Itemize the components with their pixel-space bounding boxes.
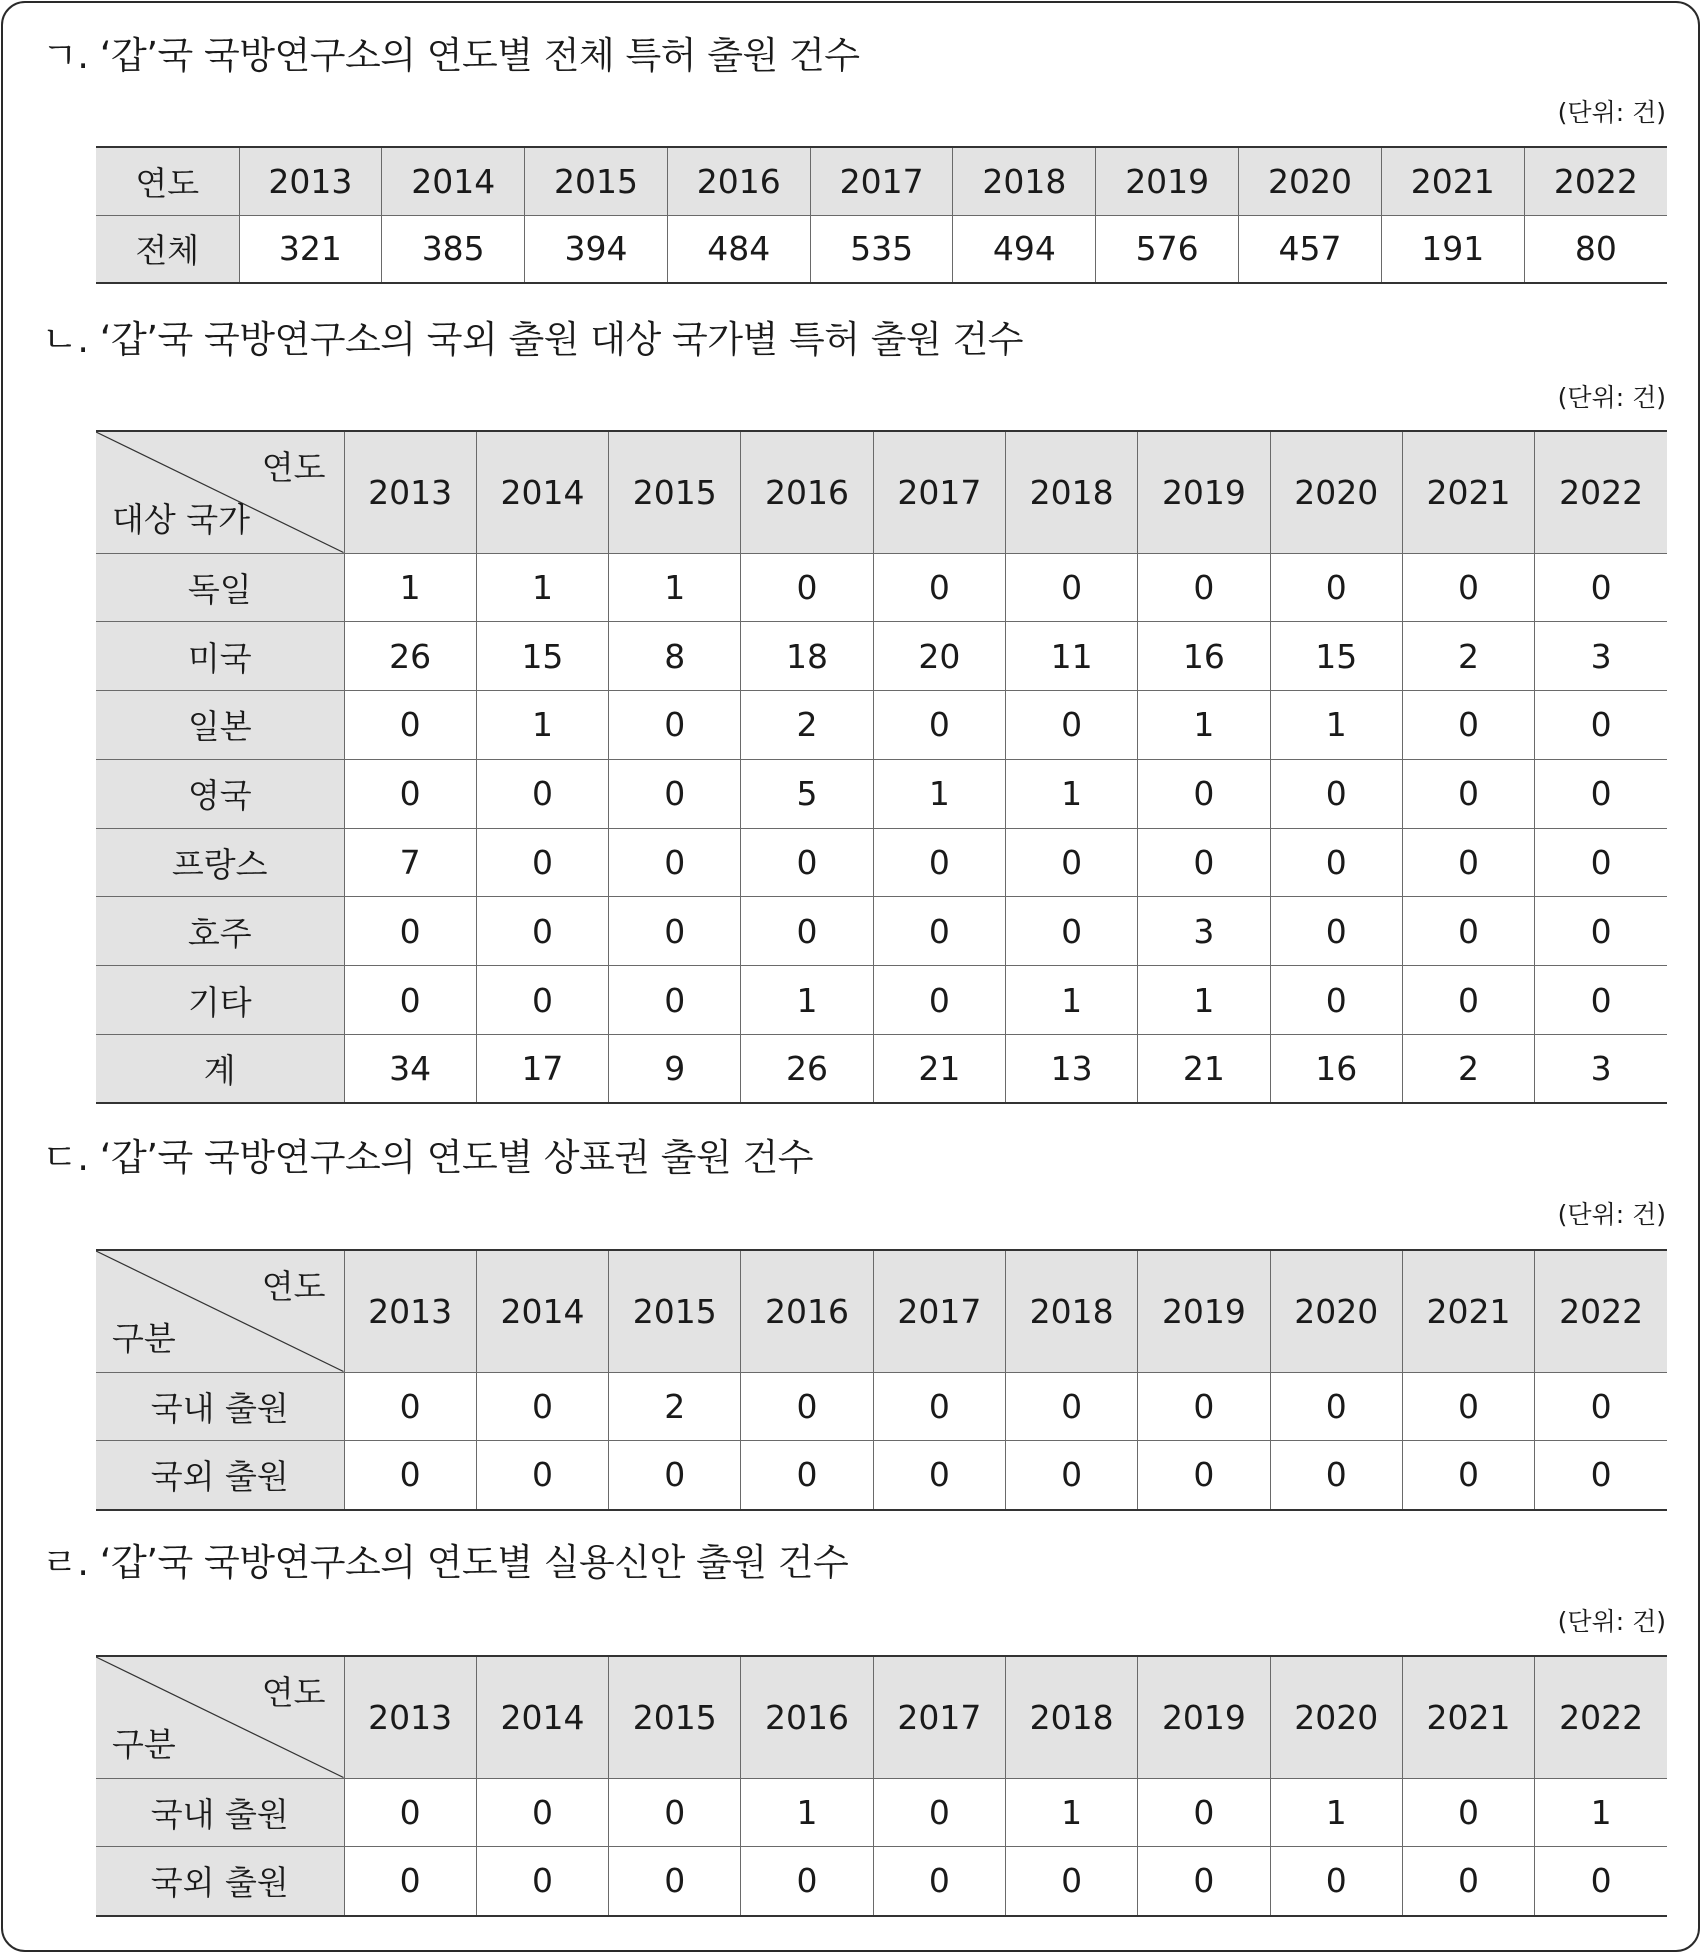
value-cell: 26 xyxy=(741,1035,873,1104)
value-cell: 0 xyxy=(1402,553,1534,622)
value-cell: 0 xyxy=(344,897,476,966)
value-cell: 0 xyxy=(476,1372,608,1441)
value-cell: 8 xyxy=(609,622,741,691)
table-row xyxy=(96,1372,1667,1441)
value-cell: 13 xyxy=(1005,1035,1137,1104)
year-header: 2013 xyxy=(239,147,382,215)
value-cell: 5 xyxy=(741,759,873,828)
value-cell: 1 xyxy=(476,691,608,760)
value-cell: 2 xyxy=(741,691,873,760)
value-cell: 0 xyxy=(1138,828,1270,897)
value-cell: 0 xyxy=(1005,1441,1137,1510)
year-header: 2016 xyxy=(741,1250,873,1372)
value-cell: 0 xyxy=(609,759,741,828)
row-label: 호주 xyxy=(96,897,344,966)
value-cell: 0 xyxy=(1402,1778,1534,1847)
value-cell: 0 xyxy=(609,897,741,966)
value-cell: 1 xyxy=(1270,1778,1402,1847)
value-cell: 1 xyxy=(741,966,873,1035)
table-row xyxy=(96,828,1667,897)
value-cell: 0 xyxy=(1270,966,1402,1035)
value-cell: 1 xyxy=(609,553,741,622)
corner-bottom-label: 대상 국가 xyxy=(112,499,251,539)
value-cell: 17 xyxy=(476,1035,608,1104)
row-label: 국내 출원 xyxy=(96,1778,344,1847)
patent-by-country-table xyxy=(96,430,1667,1104)
value-cell: 21 xyxy=(873,1035,1005,1104)
value-cell: 80 xyxy=(1524,215,1667,283)
row-label: 일본 xyxy=(96,691,344,760)
value-cell: 0 xyxy=(741,1372,873,1441)
value-cell: 9 xyxy=(609,1035,741,1104)
corner-top-label: 연도 xyxy=(261,1673,326,1712)
value-cell: 0 xyxy=(476,1778,608,1847)
section1-title: ㄱ. ‘갑’국 국방연구소의 연도별 전체 특허 출원 건수 xyxy=(42,34,860,77)
value-cell: 0 xyxy=(873,828,1005,897)
year-header: 2017 xyxy=(873,431,1005,553)
value-cell: 191 xyxy=(1381,215,1524,283)
year-header: 2014 xyxy=(382,147,525,215)
year-header: 2020 xyxy=(1239,147,1382,215)
year-header: 2020 xyxy=(1270,1656,1402,1778)
value-cell: 0 xyxy=(1005,897,1137,966)
year-header: 2015 xyxy=(609,1656,741,1778)
trademark-table xyxy=(96,1249,1667,1511)
year-header: 2017 xyxy=(873,1250,1005,1372)
value-cell: 0 xyxy=(1402,966,1534,1035)
corner-bottom-label: 구분 xyxy=(112,1318,176,1358)
year-header: 2016 xyxy=(741,1656,873,1778)
row-label: 국외 출원 xyxy=(96,1441,344,1510)
value-cell: 0 xyxy=(873,1847,1005,1916)
utility-model-table xyxy=(96,1655,1667,1917)
value-cell: 1 xyxy=(741,1778,873,1847)
value-cell: 0 xyxy=(1402,1847,1534,1916)
value-cell: 0 xyxy=(1535,691,1667,760)
table-row xyxy=(96,622,1667,691)
year-header: 2022 xyxy=(1535,1656,1667,1778)
year-header: 2014 xyxy=(476,1250,608,1372)
value-cell: 0 xyxy=(476,759,608,828)
year-header: 2013 xyxy=(344,1250,476,1372)
value-cell: 0 xyxy=(344,1778,476,1847)
value-cell: 15 xyxy=(1270,622,1402,691)
value-cell: 0 xyxy=(609,1778,741,1847)
section4-unit: (단위: 건) xyxy=(1557,1607,1666,1636)
value-cell: 0 xyxy=(1402,897,1534,966)
value-cell: 0 xyxy=(344,966,476,1035)
year-header: 2018 xyxy=(1005,431,1137,553)
year-header: 2020 xyxy=(1270,431,1402,553)
value-cell: 484 xyxy=(667,215,810,283)
value-cell: 394 xyxy=(525,215,668,283)
section4-title: ㄹ. ‘갑’국 국방연구소의 연도별 실용신안 출원 건수 xyxy=(42,1541,849,1584)
value-cell: 0 xyxy=(741,1441,873,1510)
row-label: 국외 출원 xyxy=(96,1847,344,1916)
year-header: 2014 xyxy=(476,1656,608,1778)
corner-bottom-label: 구분 xyxy=(112,1724,176,1764)
value-cell: 0 xyxy=(1270,759,1402,828)
value-cell: 0 xyxy=(873,1372,1005,1441)
value-cell: 0 xyxy=(1005,1372,1137,1441)
value-cell: 0 xyxy=(1138,1847,1270,1916)
value-cell: 0 xyxy=(1402,691,1534,760)
value-cell: 1 xyxy=(1535,1778,1667,1847)
value-cell: 576 xyxy=(1096,215,1239,283)
value-cell: 1 xyxy=(1005,759,1137,828)
year-header: 2013 xyxy=(344,1656,476,1778)
value-cell: 1 xyxy=(1270,691,1402,760)
value-cell: 0 xyxy=(873,1778,1005,1847)
section1-unit: (단위: 건) xyxy=(1557,98,1666,127)
value-cell: 3 xyxy=(1535,622,1667,691)
value-cell: 0 xyxy=(1535,966,1667,1035)
value-cell: 0 xyxy=(1270,1372,1402,1441)
value-cell: 18 xyxy=(741,622,873,691)
value-cell: 0 xyxy=(476,897,608,966)
value-cell: 15 xyxy=(476,622,608,691)
value-cell: 457 xyxy=(1239,215,1382,283)
value-cell: 0 xyxy=(609,691,741,760)
year-header: 2021 xyxy=(1402,1250,1534,1372)
value-cell: 7 xyxy=(344,828,476,897)
value-cell: 0 xyxy=(1535,828,1667,897)
value-cell: 0 xyxy=(741,1847,873,1916)
value-cell: 0 xyxy=(873,897,1005,966)
value-cell: 20 xyxy=(873,622,1005,691)
value-cell: 34 xyxy=(344,1035,476,1104)
value-cell: 0 xyxy=(1535,1441,1667,1510)
value-cell: 0 xyxy=(873,553,1005,622)
value-cell: 3 xyxy=(1138,897,1270,966)
value-cell: 26 xyxy=(344,622,476,691)
header-row xyxy=(96,431,1667,553)
value-cell: 1 xyxy=(873,759,1005,828)
value-cell: 0 xyxy=(741,553,873,622)
corner-header xyxy=(96,431,344,553)
row-label: 영국 xyxy=(96,759,344,828)
corner-header xyxy=(96,1656,344,1778)
value-cell: 1 xyxy=(1138,966,1270,1035)
value-cell: 2 xyxy=(1402,622,1534,691)
value-cell: 0 xyxy=(1402,1441,1534,1510)
table-row xyxy=(96,553,1667,622)
value-cell: 0 xyxy=(609,1441,741,1510)
year-header: 2015 xyxy=(609,431,741,553)
header-row xyxy=(96,147,1667,215)
year-header: 2022 xyxy=(1535,431,1667,553)
value-cell: 0 xyxy=(1138,1372,1270,1441)
table-row xyxy=(96,966,1667,1035)
year-header: 2014 xyxy=(476,431,608,553)
value-cell: 0 xyxy=(1270,1847,1402,1916)
year-header: 2019 xyxy=(1096,147,1239,215)
value-cell: 0 xyxy=(1138,553,1270,622)
value-cell: 0 xyxy=(1402,1372,1534,1441)
year-header: 2019 xyxy=(1138,1656,1270,1778)
value-cell: 0 xyxy=(344,759,476,828)
value-cell: 0 xyxy=(873,966,1005,1035)
table-row xyxy=(96,1035,1667,1104)
value-cell: 0 xyxy=(873,691,1005,760)
value-cell: 11 xyxy=(1005,622,1137,691)
value-cell: 0 xyxy=(1535,1372,1667,1441)
year-header: 2016 xyxy=(741,431,873,553)
row-label: 기타 xyxy=(96,966,344,1035)
value-cell: 16 xyxy=(1270,1035,1402,1104)
value-cell: 0 xyxy=(1005,828,1137,897)
value-cell: 0 xyxy=(1138,1778,1270,1847)
year-header: 2013 xyxy=(344,431,476,553)
patent-total-table xyxy=(96,146,1667,284)
table-row xyxy=(96,1778,1667,1847)
year-header: 2015 xyxy=(525,147,668,215)
row-label: 계 xyxy=(96,1035,344,1104)
row-label: 국내 출원 xyxy=(96,1372,344,1441)
value-cell: 385 xyxy=(382,215,525,283)
table-row xyxy=(96,691,1667,760)
year-header: 2022 xyxy=(1524,147,1667,215)
row-label: 프랑스 xyxy=(96,828,344,897)
value-cell: 0 xyxy=(344,1441,476,1510)
year-header: 2019 xyxy=(1138,431,1270,553)
year-header: 2021 xyxy=(1381,147,1524,215)
header-row xyxy=(96,1250,1667,1372)
value-cell: 0 xyxy=(1138,759,1270,828)
year-header: 2015 xyxy=(609,1250,741,1372)
section3-title: ㄷ. ‘갑’국 국방연구소의 연도별 상표권 출원 건수 xyxy=(42,1136,813,1179)
row-label: 독일 xyxy=(96,553,344,622)
value-cell: 0 xyxy=(476,966,608,1035)
value-cell: 0 xyxy=(1005,553,1137,622)
table-row xyxy=(96,215,1667,283)
section2-title: ㄴ. ‘갑’국 국방연구소의 국외 출원 대상 국가별 특허 출원 건수 xyxy=(42,318,1023,361)
value-cell: 21 xyxy=(1138,1035,1270,1104)
value-cell: 0 xyxy=(1535,897,1667,966)
value-cell: 0 xyxy=(344,1372,476,1441)
value-cell: 0 xyxy=(741,828,873,897)
value-cell: 2 xyxy=(1402,1035,1534,1104)
value-cell: 0 xyxy=(344,691,476,760)
table-row xyxy=(96,1441,1667,1510)
value-cell: 1 xyxy=(1005,1778,1137,1847)
value-cell: 0 xyxy=(609,828,741,897)
value-cell: 535 xyxy=(810,215,953,283)
value-cell: 1 xyxy=(344,553,476,622)
value-cell: 0 xyxy=(873,1441,1005,1510)
year-header: 2020 xyxy=(1270,1250,1402,1372)
year-header: 2022 xyxy=(1535,1250,1667,1372)
year-header: 2016 xyxy=(667,147,810,215)
header-row xyxy=(96,1656,1667,1778)
value-cell: 1 xyxy=(1138,691,1270,760)
year-header: 2021 xyxy=(1402,431,1534,553)
value-cell: 1 xyxy=(476,553,608,622)
value-cell: 0 xyxy=(476,1847,608,1916)
header-year-label: 연도 xyxy=(96,147,239,215)
value-cell: 0 xyxy=(741,897,873,966)
value-cell: 0 xyxy=(1005,1847,1137,1916)
section3-unit: (단위: 건) xyxy=(1557,1200,1666,1229)
value-cell: 16 xyxy=(1138,622,1270,691)
table-row xyxy=(96,1847,1667,1916)
value-cell: 3 xyxy=(1535,1035,1667,1104)
row-label: 전체 xyxy=(96,215,239,283)
value-cell: 0 xyxy=(1535,1847,1667,1916)
year-header: 2017 xyxy=(810,147,953,215)
value-cell: 321 xyxy=(239,215,382,283)
year-header: 2018 xyxy=(1005,1250,1137,1372)
value-cell: 0 xyxy=(1402,828,1534,897)
value-cell: 0 xyxy=(344,1847,476,1916)
value-cell: 0 xyxy=(1005,691,1137,760)
value-cell: 0 xyxy=(1138,1441,1270,1510)
value-cell: 2 xyxy=(609,1372,741,1441)
year-header: 2018 xyxy=(1005,1656,1137,1778)
value-cell: 0 xyxy=(1535,759,1667,828)
value-cell: 0 xyxy=(1535,553,1667,622)
value-cell: 494 xyxy=(953,215,1096,283)
year-header: 2021 xyxy=(1402,1656,1534,1778)
table-row xyxy=(96,897,1667,966)
value-cell: 0 xyxy=(476,1441,608,1510)
value-cell: 0 xyxy=(609,966,741,1035)
value-cell: 0 xyxy=(609,1847,741,1916)
year-header: 2019 xyxy=(1138,1250,1270,1372)
value-cell: 0 xyxy=(1270,1441,1402,1510)
corner-header xyxy=(96,1250,344,1372)
value-cell: 0 xyxy=(1270,897,1402,966)
value-cell: 1 xyxy=(1005,966,1137,1035)
value-cell: 0 xyxy=(1270,553,1402,622)
row-label: 미국 xyxy=(96,622,344,691)
year-header: 2018 xyxy=(953,147,1096,215)
value-cell: 0 xyxy=(476,828,608,897)
year-header: 2017 xyxy=(873,1656,1005,1778)
value-cell: 0 xyxy=(1270,828,1402,897)
table-row xyxy=(96,759,1667,828)
section2-unit: (단위: 건) xyxy=(1557,383,1666,412)
corner-top-label: 연도 xyxy=(261,448,326,487)
value-cell: 0 xyxy=(1402,759,1534,828)
corner-top-label: 연도 xyxy=(261,1267,326,1306)
